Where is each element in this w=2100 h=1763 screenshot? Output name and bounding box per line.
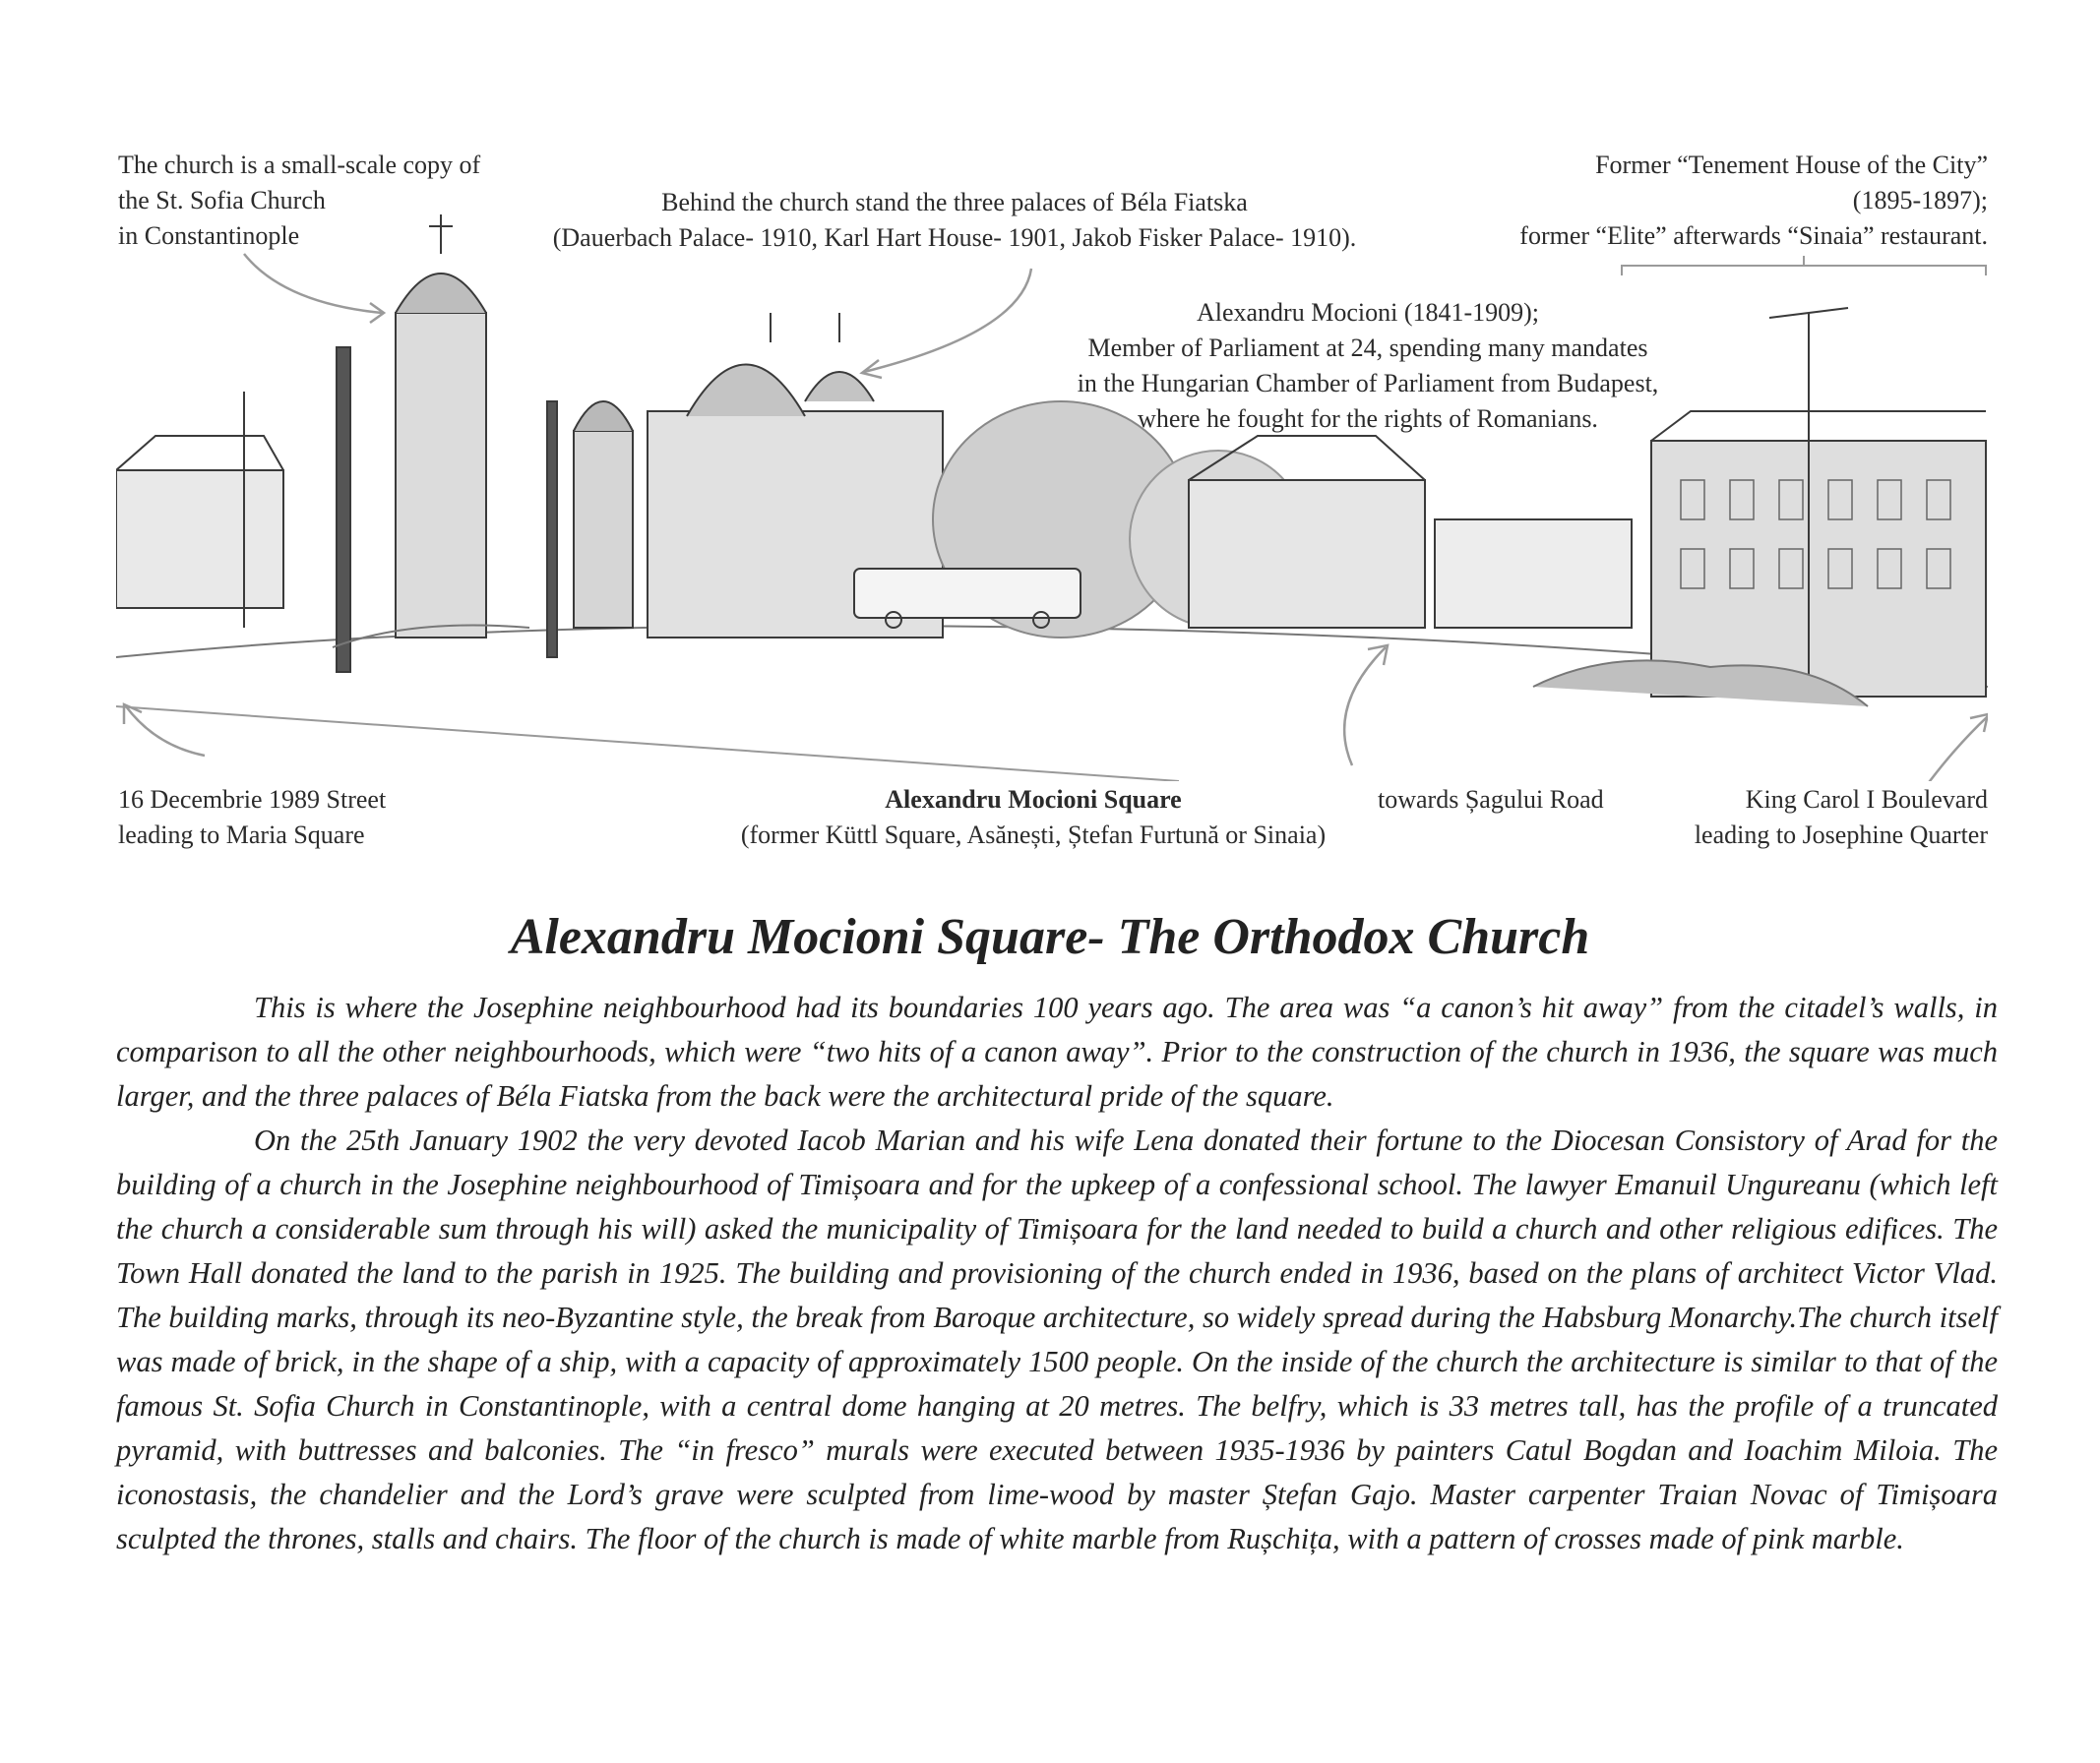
caption-line: 16 Decembrie 1989 Street	[118, 785, 387, 814]
caption-line: Member of Parliament at 24, spending many mandates	[1087, 334, 1648, 362]
caption-carol	[1695, 782, 1988, 853]
caption-line: where he fought for the rights of Romanians.	[1138, 404, 1598, 433]
caption-line: the St. Sofia Church	[118, 186, 326, 214]
caption-line: leading to Maria Square	[118, 821, 365, 849]
caption-line: in the Hungarian Chamber of Parliament from Budapest,	[1077, 369, 1659, 397]
caption-line: leading to Josephine Quarter	[1694, 821, 1988, 849]
caption-line: (1895-1897);	[1852, 186, 1988, 214]
caption-line: (Dauerbach Palace- 1910, Karl Hart House- 1901, Jakob Fisker Palace- 1910).	[552, 223, 1357, 252]
page-title: Alexandru Mocioni Square- The Orthodox Church	[510, 909, 1590, 965]
caption-line: King Carol I Boulevard	[1745, 785, 1988, 814]
caption-line: former “Elite” afterwards “Sinaia” restaurant.	[1519, 221, 1988, 250]
caption-square	[610, 782, 1456, 853]
caption-line: Former “Tenement House of the City”	[1595, 151, 1988, 179]
square-former-names: (former Küttl Square, Asănești, Ștefan Furtună or Sinaia)	[740, 821, 1327, 849]
square-panorama-drawing	[116, 195, 1988, 781]
caption-line: towards Șagului Road	[1378, 785, 1604, 814]
square-name: Alexandru Mocioni Square	[885, 785, 1182, 814]
paragraph: On the 25th January 1902 the very devoted Iacob Marian and his wife Lena donated their fortune to the Diocesan Consistory of Arad for the building of a church in the Josephine neighbourhood of Timișoara and for the upkeep of a confessional school. The lawyer Emanuil Ungureanu (which left the church a considerable sum through his will) asked the municipality of Timișoara for the land needed to build a church and other religious edifices. The Town Hall donated the land to the parish in 1925. The building and provisioning of the church ended in 1936, based on the plans of architect Victor Vlad. The building marks, through its neo-Byzantine style, the break from Baroque architecture, so widely spread during the Habsburg Monarchy.The church itself was made of brick, in the shape of a ship, with a capacity of approximately 1500 people. On the inside of the church the architecture is similar to that of the famous St. Sofia Church in Constantinople, with a central dome hanging at 20 metres. The belfry, which is 33 metres tall, has the profile of a truncated pyramid, with buttresses and balconies. The “in fresco” murals were executed between 1935-1936 by painters Catul Bogdan and Ioachim Miloia. The iconostasis, the chandelier and the Lord’s grave were sculpted from lime-wood by master Ștefan Gajo. Master carpenter Traian Novac of Timișoara sculpted the thrones, stalls and chairs. The floor of the church is made of white marble from Rușchița, with a pattern of crosses made of pink marble.	[116, 1124, 1998, 1555]
paragraph: This is where the Josephine neighbourhood had its boundaries 100 years ago. The area was “a canon’s hit away” from the citadel’s walls, in comparison to all the other neighbourhoods, which were “two hits of a canon away”. Prior to the construction of the church in 1936, the square was much larger, and the three palaces of Béla Fiatska from the back were the architectural pride of the square.	[116, 991, 1998, 1113]
caption-line: in Constantinople	[118, 221, 300, 250]
caption-line: Behind the church stand the three palaces of Béla Fiatska	[661, 188, 1248, 216]
caption-street	[118, 782, 386, 853]
body-text	[116, 986, 1998, 1561]
caption-sagului	[1378, 782, 1604, 818]
caption-line: The church is a small-scale copy of	[118, 151, 481, 179]
caption-line: Alexandru Mocioni (1841-1909);	[1196, 298, 1540, 327]
